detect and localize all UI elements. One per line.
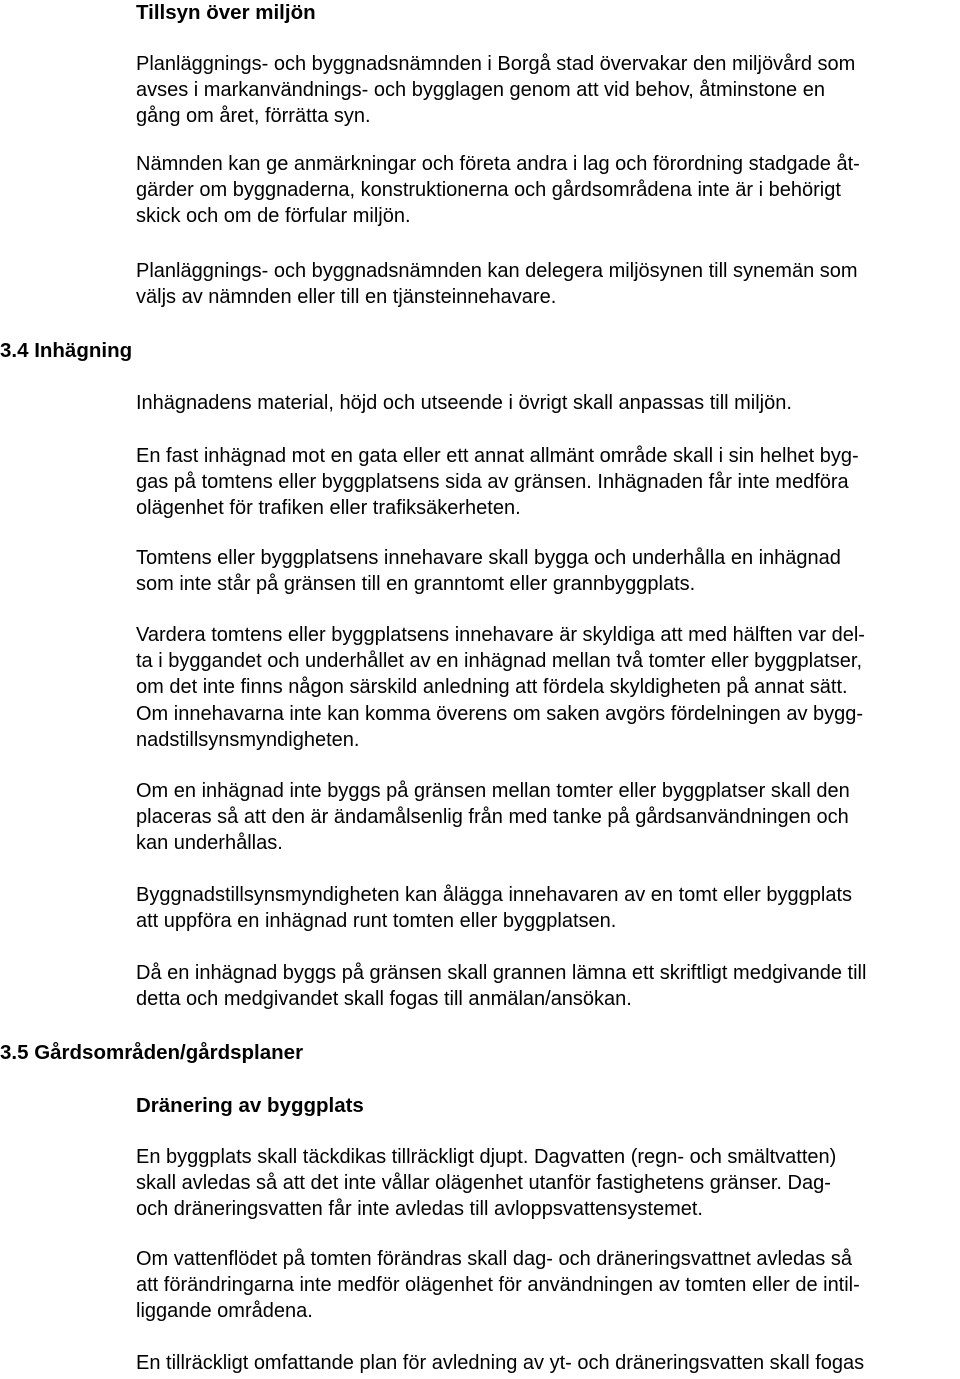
text-line: Om vattenflödet på tomten förändras skall dag- och dräneringsvattnet avledas så (136, 1248, 852, 1270)
text-line: Inhägnadens material, höjd och utseende i övrigt skall anpassas till miljön. (136, 392, 792, 414)
text-line: att uppföra en inhägnad runt tomten eller byggplatsen. (136, 910, 617, 933)
text-line: gärder om byggnaderna, konstruktionerna och gårdsområdena inte är i behörigt (136, 179, 841, 202)
paragraph (136, 1246, 956, 1325)
text-line: Om innehavarna inte kan komma överens om saken avgörs fördelningen av bygg- (136, 702, 864, 725)
text-line: En byggplats skall täckdikas tillräckligt djupt. Dagvatten (regn- och smältvatten) (136, 1146, 837, 1168)
text-line: En tillräckligt omfattande plan för avledning av yt- och dräneringsvatten skall fogas (136, 1352, 865, 1374)
text-line: detta och medgivandet skall fogas till anmälan/ansökan. (136, 988, 632, 1011)
paragraph (136, 1350, 956, 1376)
paragraph (136, 1144, 956, 1223)
paragraph (136, 258, 956, 310)
text-line: och dräneringsvatten får inte avledas till avloppsvattensystemet. (136, 1198, 703, 1221)
text-line: Vardera tomtens eller byggplatsens innehavare är skyldiga att med hälften var del- (136, 624, 865, 646)
text-line: skall avledas så att det inte vållar olägenhet utanför fastighetens gränser. Dag- (136, 1172, 831, 1195)
text-line: Byggnadstillsynsmyndigheten kan ålägga innehavaren av en tomt eller byggplats (136, 884, 853, 906)
text-line: om det inte finns någon särskild anledning att fördela skyldigheten på annat sätt. (136, 676, 848, 699)
text-line: En fast inhägnad mot en gata eller ett annat allmänt område skall i sin helhet byg- (136, 445, 859, 467)
paragraph (136, 151, 956, 230)
heading-inhagning: 3.4 Inhägning (0, 339, 133, 362)
text-line: Planläggnings- och byggnadsnämnden kan delegera miljösynen till synemän som (136, 260, 858, 282)
text-line: Då en inhägnad byggs på gränsen skall grannen lämna ett skriftligt medgivande till (136, 962, 867, 984)
text-line: avses i markanvändnings- och bygglagen genom att vid behov, åtminstone en (136, 79, 825, 102)
text-line: Tomtens eller byggplatsens innehavare skall bygga och underhålla en inhägnad (136, 547, 841, 569)
paragraph (136, 443, 956, 522)
text-line: skick och om de förfular miljön. (136, 205, 411, 228)
paragraph (136, 960, 956, 1012)
text-line: nadstillsynsmyndigheten. (136, 728, 360, 751)
paragraph (136, 778, 956, 857)
text-line: placeras så att den är ändamålsenlig från med tanke på gårdsanvändningen och (136, 806, 849, 829)
text-line: kan underhållas. (136, 832, 283, 855)
text-line: att förändringarna inte medför olägenhet för användningen av tomten eller de intil- (136, 1274, 860, 1297)
heading-gardsomraden: 3.5 Gårdsområden/gårdsplaner (0, 1041, 304, 1064)
text-line: väljs av nämnden eller till en tjänsteinnehavare. (136, 286, 557, 309)
text-line: Planläggnings- och byggnadsnämnden i Borgå stad övervakar den miljövård som (136, 53, 856, 75)
text-line: som inte står på gränsen till en granntomt eller grannbyggplats. (136, 573, 696, 596)
text-line: gång om året, förrätta syn. (136, 105, 371, 128)
text-line: ta i byggandet och underhållet av en inhägnad mellan två tomter eller byggplatser, (136, 650, 863, 673)
text-line: Om en inhägnad inte byggs på gränsen mellan tomter eller byggplatser skall den (136, 780, 850, 802)
text-line: gas på tomtens eller byggplatsens sida av gränsen. Inhägnaden får inte medföra (136, 471, 849, 494)
text-line: liggande områdena. (136, 1300, 313, 1323)
heading-tillsyn: Tillsyn över miljön (136, 1, 316, 24)
paragraph (136, 882, 956, 934)
paragraph (136, 622, 956, 753)
text-line: olägenhet för trafiken eller trafiksäkerheten. (136, 497, 521, 520)
paragraph (136, 51, 956, 130)
paragraph (136, 545, 956, 597)
text-line: Nämnden kan ge anmärkningar och företa andra i lag och förordning stadgade åt- (136, 153, 860, 175)
subheading-dranering: Dränering av byggplats (136, 1094, 364, 1117)
paragraph (136, 390, 956, 416)
